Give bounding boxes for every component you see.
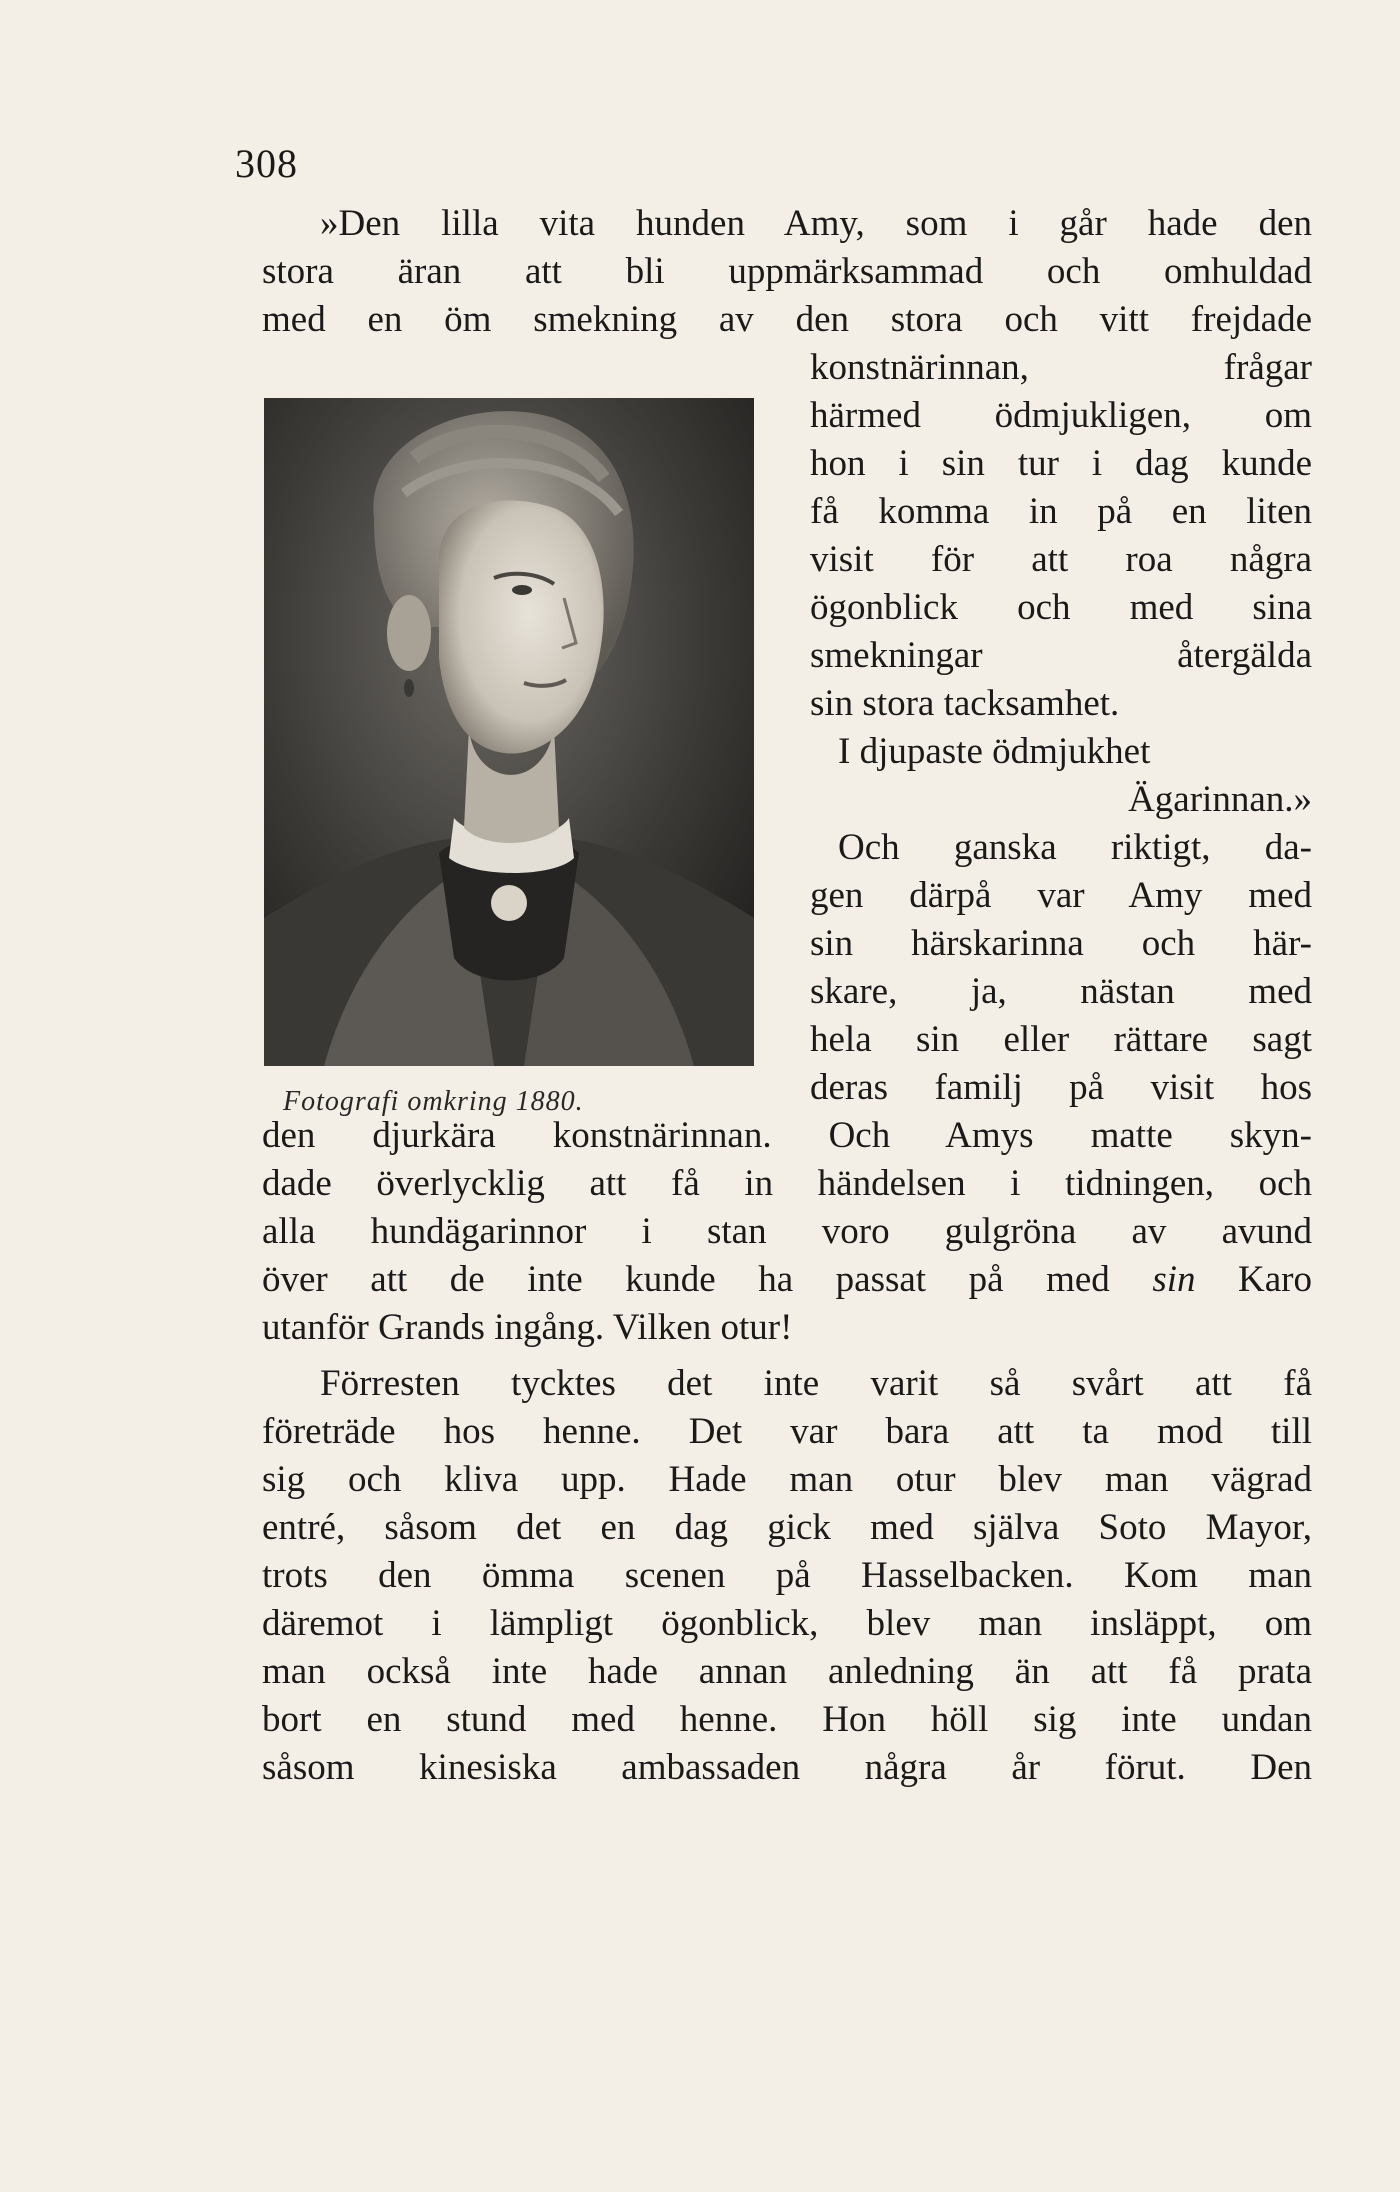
text-line: gen därpå var Amy med (810, 875, 1312, 916)
text-line: trots den ömma scenen på Hasselbacken. Kom man (262, 1555, 1312, 1596)
text-line: man också inte hade annan anledning än att få prata (262, 1651, 1312, 1692)
emphasized-word: sin (1152, 1259, 1196, 1300)
text-line: smekningar återgälda (810, 635, 1312, 676)
signature-name: Ägarinnan.» (1128, 779, 1312, 820)
signature-line: I djupaste ödmjukhet (838, 731, 1151, 772)
text-fragment: Karo (1238, 1259, 1312, 1300)
text-line: få komma in på en liten (810, 491, 1312, 532)
text-line: deras familj på visit hos (810, 1067, 1312, 1108)
text-line: med en öm smekning av den stora och vitt frejdade (262, 299, 1312, 340)
portrait-photograph (264, 398, 754, 1066)
text-line: ögonblick och med sina (810, 587, 1312, 628)
text-line: sig och kliva upp. Hade man otur blev man vägrad (262, 1459, 1312, 1500)
text-line: dade överlycklig att få in händelsen i tidningen, och (262, 1163, 1312, 1204)
text-line: företräde hos henne. Det var bara att ta mod till (262, 1411, 1312, 1452)
text-line: »Den lilla vita hunden Amy, som i går hade den (320, 203, 1312, 244)
text-line: den djurkära konstnärinnan. Och Amys matte skyn- (262, 1115, 1312, 1156)
text-line: visit för att roa några (810, 539, 1312, 580)
text-line: konstnärinnan, frågar (810, 347, 1312, 388)
text-line-with-emphasis (262, 1256, 1312, 1304)
text-line: sin härskarinna och här- (810, 923, 1312, 964)
photo-caption: Fotografi omkring 1880. (283, 1086, 584, 1117)
text-line: stora äran att bli uppmärksammad och omhuldad (262, 251, 1312, 292)
text-line: utanför Grands ingång. Vilken otur! (262, 1307, 793, 1348)
text-line: Och ganska riktigt, da- (838, 827, 1312, 868)
text-line: alla hundägarinnor i stan voro gulgröna av avund (262, 1211, 1312, 1252)
text-line: Förresten tycktes det inte varit så svårt att få (320, 1363, 1312, 1404)
text-line: hela sin eller rättare sagt (810, 1019, 1312, 1060)
page-number: 308 (235, 141, 298, 186)
text-line: härmed ödmjukligen, om (810, 395, 1312, 436)
text-line: såsom kinesiska ambassaden några år förut. Den (262, 1747, 1312, 1788)
text-fragment: över att de inte kunde ha passat på med (262, 1259, 1110, 1300)
text-line: däremot i lämpligt ögonblick, blev man insläppt, om (262, 1603, 1312, 1644)
text-line: skare, ja, nästan med (810, 971, 1312, 1012)
text-line: sin stora tacksamhet. (810, 683, 1120, 724)
portrait-image (264, 398, 754, 1066)
text-line: entré, såsom det en dag gick med själva Soto Mayor, (262, 1507, 1312, 1548)
text-line: hon i sin tur i dag kunde (810, 443, 1312, 484)
text-line: bort en stund med henne. Hon höll sig inte undan (262, 1699, 1312, 1740)
